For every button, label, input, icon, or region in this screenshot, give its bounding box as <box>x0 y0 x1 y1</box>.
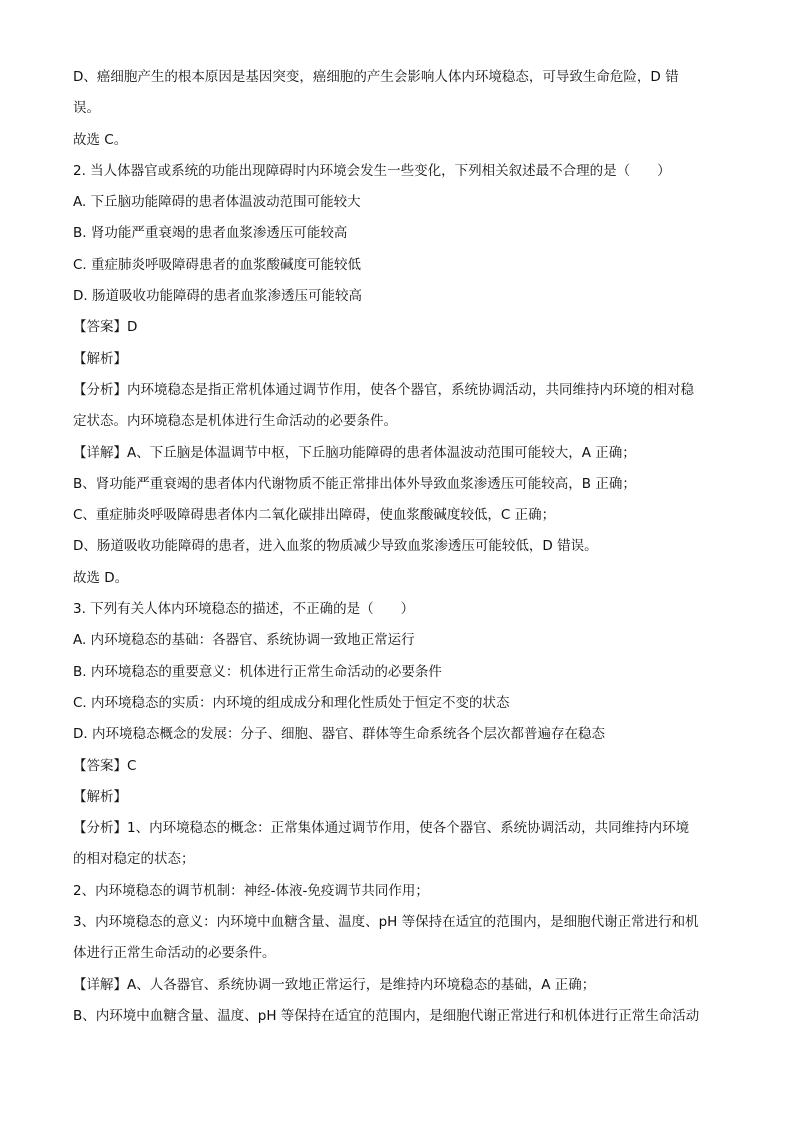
document-page <box>73 62 729 1032</box>
option-d: D. 肠道吸收功能障碍的患者血浆渗透压可能较高 <box>73 288 362 305</box>
answer-label: 【答案】C <box>73 757 137 774</box>
text-line: 【分析】1、内环境稳态的概念：正常集体通过调节作用，使各个器官、系统协调活动，共同维持内环境 <box>73 820 690 837</box>
text-line: 故选 D。 <box>73 569 129 586</box>
text-line: 3、内环境稳态的意义：内环境中血糖含量、温度、pH 等保持在适宜的范围内，是细胞代谢正常进行和机 <box>73 914 699 931</box>
analysis-heading: 【解析】 <box>73 350 127 367</box>
text-line: 定状态。内环境稳态是机体进行生命活动的必要条件。 <box>73 413 397 430</box>
text-line: 【分析】内环境稳态是指正常机体通过调节作用，使各个器官，系统协调活动，共同维持内环境的相对稳 <box>73 381 694 398</box>
text-line: 【详解】A、人各器官、系统协调一致地正常运行，是维持内环境稳态的基础，A 正确； <box>73 976 596 993</box>
text-line: D、癌细胞产生的根本原因是基因突变，癌细胞的产生会影响人体内环境稳态，可导致生命危险，D 错 <box>73 69 679 85</box>
answer-label: 【答案】D <box>73 319 138 336</box>
text-line: 误。 <box>73 100 100 117</box>
analysis-heading: 【解析】 <box>73 788 127 805</box>
text-line: 【详解】A、下丘脑是体温调节中枢，下丘脑功能障碍的患者体温波动范围可能较大，A 正确； <box>73 444 636 461</box>
text-line: 的相对稳定的状态； <box>73 851 195 868</box>
question-stem: 3. 下列有关人体内环境稳态的描述，不正确的是（ ） <box>73 601 415 618</box>
text-line: B、肾功能严重衰竭的患者体内代谢物质不能正常排出体外导致血浆渗透压可能较高，B 正确； <box>73 475 636 492</box>
option-b: B. 肾功能严重衰竭的患者血浆渗透压可能较高 <box>73 225 348 242</box>
option-b: B. 内环境稳态的重要意义：机体进行正常生命活动的必要条件 <box>73 663 442 680</box>
option-c: C. 内环境稳态的实质：内环境的组成成分和理化性质处于恒定不变的状态 <box>73 694 510 711</box>
option-d: D. 内环境稳态概念的发展：分子、细胞、器官、群体等生命系统各个层次都普遍存在稳态 <box>73 726 605 743</box>
text-line: 故选 C。 <box>73 131 128 148</box>
option-a: A. 内环境稳态的基础：各器官、系统协调一致地正常运行 <box>73 632 415 649</box>
option-a: A. 下丘脑功能障碍的患者体温波动范围可能较大 <box>73 194 361 211</box>
text-line: D、肠道吸收功能障碍的患者，进入血浆的物质减少导致血浆渗透压可能较低，D 错误。 <box>73 538 598 555</box>
text-line: B、内环境中血糖含量、温度、pH 等保持在适宜的范围内，是细胞代谢正常进行和机体进行正常生命活动 <box>73 1007 700 1024</box>
text-line: 2、内环境稳态的调节机制：神经-体液-免疫调节共同作用； <box>73 882 429 899</box>
text-line: 体进行正常生命活动的必要条件。 <box>73 945 276 962</box>
option-c: C. 重症肺炎呼吸障碍患者的血浆酸碱度可能较低 <box>73 256 362 273</box>
text-line: C、重症肺炎呼吸障碍患者体内二氧化碳排出障碍，使血浆酸碱度较低，C 正确； <box>73 507 556 524</box>
question-stem: 2. 当人体器官或系统的功能出现障碍时内环境会发生一些变化，下列相关叙述最不合理的是（ ） <box>73 162 671 179</box>
